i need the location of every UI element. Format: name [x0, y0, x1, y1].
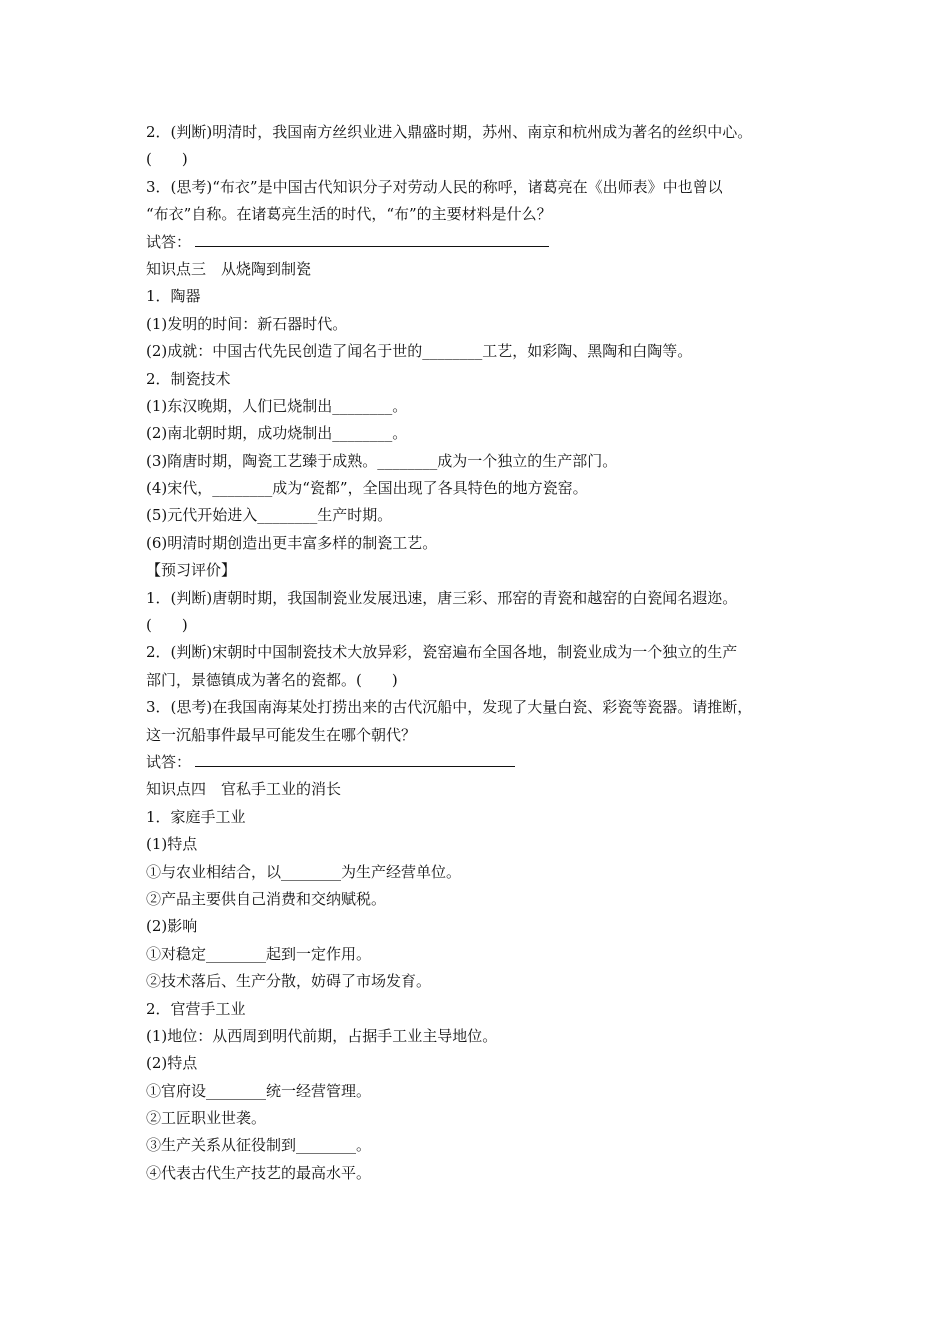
question-text: 2．(判断)明清时，我国南方丝织业进入鼎盛时期，苏州、南京和杭州成为著名的丝织中心。	[146, 123, 753, 141]
question-text: 3．(思考)在我国南海某处打捞出来的古代沉船中，发现了大量白瓷、彩瓷等瓷器。请推断，	[146, 698, 753, 717]
subheading: 1．陶器	[146, 287, 201, 306]
list-item: ①与农业相结合，以________为生产经营单位。	[146, 862, 462, 881]
section-heading: 知识点三 从烧陶到制瓷	[146, 259, 312, 278]
subheading: 1．家庭手工业	[146, 807, 246, 826]
question-text: “布衣”自称。在诸葛亮生活的时代，“布”的主要材料是什么？	[146, 205, 552, 224]
list-item: ①对稳定________起到一定作用。	[146, 944, 372, 963]
document-body	[146, 119, 826, 1187]
list-item: (2)成就：中国古代先民创造了闻名于世的________工艺，如彩陶、黑陶和白陶等。	[146, 342, 693, 361]
list-item: (4)宋代，________成为“瓷都”，全国出现了各具特色的地方瓷窑。	[146, 479, 588, 498]
answer-label: 试答：	[146, 752, 192, 771]
list-item: ②技术落后、生产分散，妨碍了市场发育。	[146, 972, 432, 991]
list-item: ④代表古代生产技艺的最高水平。	[146, 1163, 372, 1182]
list-item: (3)隋唐时期，陶瓷工艺臻于成熟。________成为一个独立的生产部门。	[146, 451, 618, 470]
answer-label: 试答：	[146, 232, 192, 251]
list-item: (1)特点	[146, 835, 198, 854]
list-item: ②产品主要供自己消费和交纳赋税。	[146, 889, 387, 908]
question-text: 1．(判断)唐朝时期，我国制瓷业发展迅速，唐三彩、邢窑的青瓷和越窑的白瓷闻名遐迩。	[146, 588, 738, 607]
answer-bracket: ( )	[146, 150, 188, 169]
question-text: 这一沉船事件最早可能发生在哪个朝代？	[146, 725, 417, 744]
list-item: (5)元代开始进入________生产时期。	[146, 506, 393, 525]
list-item: (2)影响	[146, 917, 198, 936]
answer-bracket: ( )	[146, 616, 188, 635]
list-item: (2)南北朝时期，成功烧制出________。	[146, 424, 408, 443]
subheading: 2．官营手工业	[146, 999, 246, 1018]
answer-row	[146, 749, 826, 776]
list-item: (6)明清时期创造出更丰富多样的制瓷工艺。	[146, 533, 438, 552]
list-item: ①官府设________统一经营管理。	[146, 1081, 372, 1100]
list-item: (1)地位：从西周到明代前期，占据手工业主导地位。	[146, 1026, 498, 1045]
list-item: (1)发明的时间：新石器时代。	[146, 314, 348, 333]
list-item: (2)特点	[146, 1054, 198, 1073]
answer-blank-line	[195, 232, 549, 247]
section-heading: 【预习评价】	[146, 561, 237, 580]
list-item: (1)东汉晚期，人们已烧制出________。	[146, 396, 408, 415]
answer-row	[146, 229, 826, 256]
question-text: 部门，景德镇成为著名的瓷都。( )	[146, 670, 398, 689]
list-item: ③生产关系从征役制到________。	[146, 1136, 372, 1155]
section-heading: 知识点四 官私手工业的消长	[146, 780, 342, 799]
question-text: 3．(思考)“布衣”是中国古代知识分子对劳动人民的称呼，诸葛亮在《出师表》中也曾以	[146, 177, 723, 196]
answer-blank-line	[195, 752, 515, 767]
list-item: ②工匠职业世袭。	[146, 1109, 267, 1128]
subheading: 2．制瓷技术	[146, 369, 231, 388]
question-text: 2．(判断)宋朝时中国制瓷技术大放异彩，瓷窑遍布全国各地，制瓷业成为一个独立的生产	[146, 643, 738, 662]
